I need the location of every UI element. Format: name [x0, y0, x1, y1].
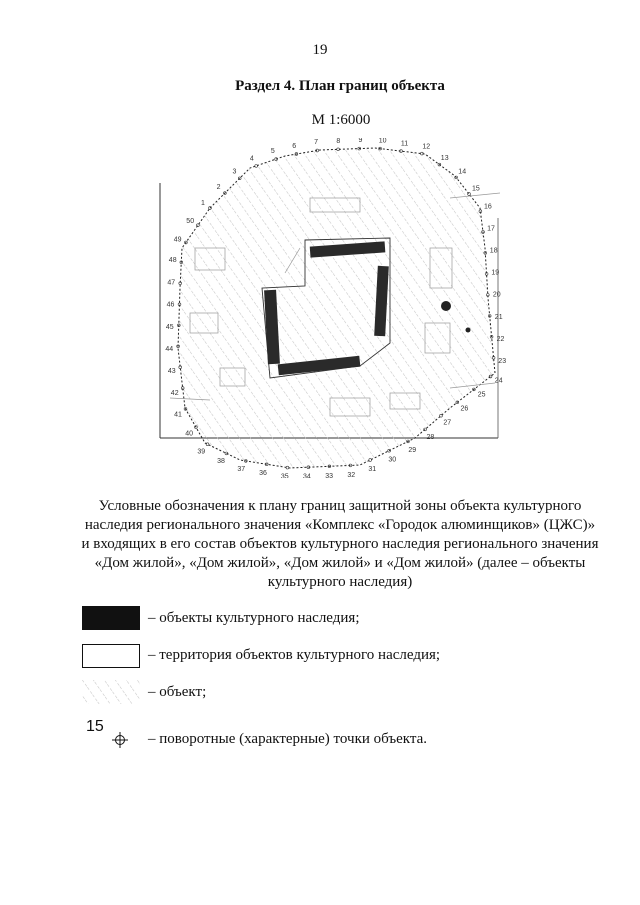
boundary-point-label: 26 — [460, 405, 469, 413]
boundary-point-label: 39 — [197, 448, 206, 456]
boundary-point-label: 34 — [303, 473, 311, 478]
boundary-point-label: 49 — [173, 236, 182, 244]
boundary-point-label: 3 — [232, 168, 237, 176]
boundary-point-label: 22 — [496, 336, 505, 343]
legend-title-line: Условные обозначения к плану границ защитной зоны объекта культурного — [98, 498, 582, 514]
boundary-point-label: 16 — [484, 203, 492, 211]
dark-mark — [466, 328, 471, 333]
boundary-point-label: 45 — [165, 323, 174, 331]
boundary-point-label: 37 — [237, 466, 246, 474]
boundary-point-label: 25 — [477, 391, 486, 399]
boundary-point-label: 6 — [292, 142, 297, 150]
legend-title-line: и входящих в его состав объектов культурного наследия регионального значения — [81, 536, 599, 552]
legend-item-heritage-territory: – территория объектов культурного наследия; — [148, 647, 441, 663]
section-title: Раздел 4. План границ объекта — [235, 78, 445, 94]
boundary-point-label: 24 — [494, 377, 503, 385]
boundary-point-label: 9 — [358, 138, 363, 145]
boundary-point-label: 40 — [185, 430, 193, 438]
dark-mark — [441, 301, 451, 311]
boundary-point-label: 29 — [408, 446, 417, 454]
boundary-point-label: 38 — [217, 458, 225, 466]
legend-item-heritage-objects: – объекты культурного наследия; — [148, 610, 360, 626]
boundary-point-label: 12 — [422, 143, 431, 151]
boundary-point-label: 31 — [368, 466, 377, 474]
boundary-point-label: 4 — [249, 155, 254, 163]
legend-item-turning-points: – поворотные (характерные) точки объекта. — [148, 731, 428, 747]
legend-title-line: наследия регионального значения «Комплекс «Городок алюминщиков» (ЦЖС)» — [84, 517, 596, 533]
boundary-point-label: 30 — [388, 456, 397, 464]
boundary-point-label: 19 — [491, 269, 500, 277]
boundary-point-label: 27 — [443, 419, 452, 427]
boundary-point-label: 44 — [165, 346, 174, 353]
boundary-point-label: 35 — [280, 473, 289, 478]
boundary-point-label: 48 — [168, 257, 177, 265]
boundary-point-label: 42 — [170, 389, 179, 397]
boundary-point-label: 28 — [426, 434, 435, 442]
boundary-point-label: 7 — [314, 139, 319, 146]
boundary-point-label: 15 — [472, 185, 480, 193]
boundary-point-label: 21 — [494, 313, 503, 321]
boundary-point-label: 47 — [167, 279, 176, 287]
boundary-plan-map — [150, 138, 530, 478]
boundary-point-label: 33 — [325, 472, 333, 478]
turning-point-example-label: 15 — [86, 718, 104, 735]
boundary-point-label: 41 — [174, 411, 182, 419]
boundary-point-label: 18 — [489, 247, 498, 255]
crosshair-icon — [112, 732, 128, 748]
boundary-point-label: 2 — [216, 184, 221, 192]
heritage-object-swatch — [82, 606, 140, 630]
boundary-point-label: 20 — [492, 291, 501, 299]
legend-item-object: – объект; — [148, 684, 207, 700]
heritage-territory-swatch — [82, 644, 140, 668]
boundary-point-label: 5 — [270, 148, 275, 156]
object-area-swatch — [82, 680, 140, 704]
legend-title-line: культурного наследия) — [267, 574, 413, 590]
boundary-point-label: 46 — [166, 301, 175, 309]
boundary-point-label: 36 — [259, 470, 267, 477]
boundary-point-label: 8 — [336, 138, 341, 145]
turning-point-swatch — [86, 718, 146, 750]
boundary-point-label: 13 — [440, 154, 449, 162]
boundary-point-label: 14 — [458, 168, 467, 176]
map-scale: М 1:6000 — [311, 112, 371, 128]
boundary-point-label: 1 — [201, 199, 205, 207]
legend-title — [80, 497, 600, 592]
boundary-point-label: 43 — [167, 367, 176, 375]
legend-title-line: «Дом жилой», «Дом жилой», «Дом жилой» и «Дом жилой» (далее – объекты — [94, 555, 586, 571]
boundary-point-label: 50 — [186, 218, 195, 226]
boundary-point-label: 23 — [498, 358, 507, 365]
boundary-point-label: 32 — [347, 471, 356, 478]
boundary-point-label: 10 — [378, 138, 387, 145]
boundary-point-label: 11 — [400, 140, 409, 148]
page-number: 19 — [312, 42, 328, 58]
boundary-point-label: 17 — [487, 225, 495, 233]
